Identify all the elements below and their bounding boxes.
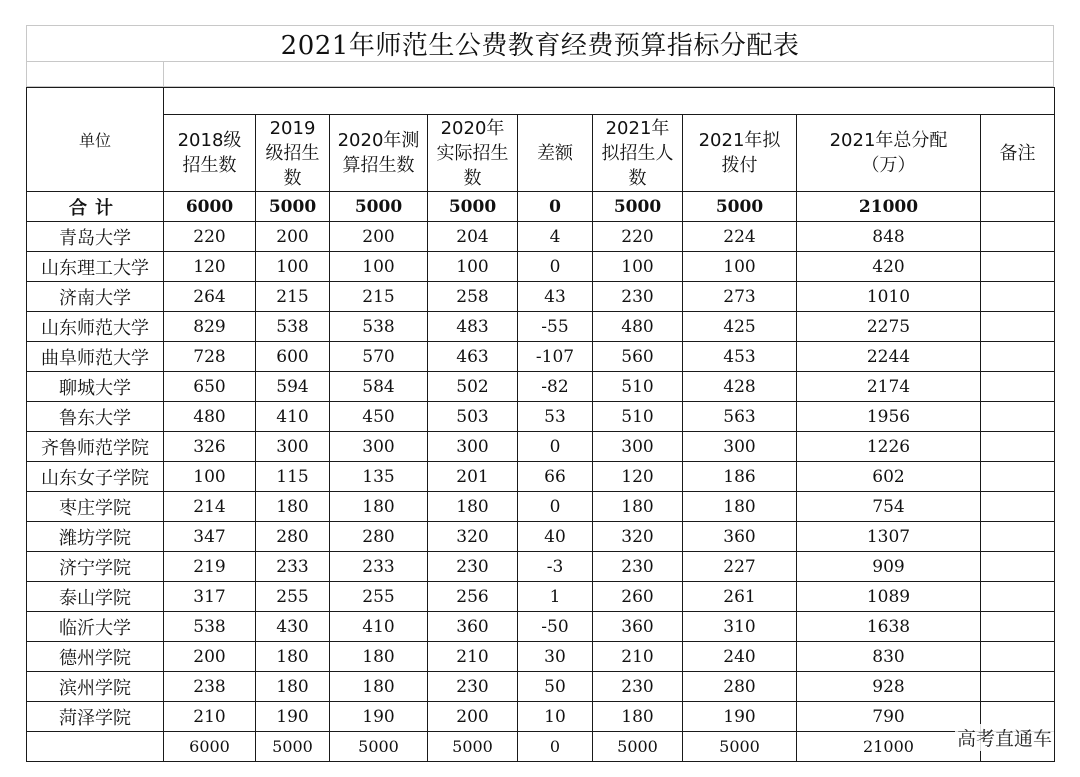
value-cell (981, 432, 1055, 462)
value-cell: 200 (428, 702, 518, 732)
value-cell: 100 (593, 252, 683, 282)
value-cell: 5000 (593, 192, 683, 222)
unit-name-cell: 山东师范大学 (27, 312, 164, 342)
value-cell: 180 (330, 642, 428, 672)
unit-name-cell: 滨州学院 (27, 672, 164, 702)
value-cell: 180 (256, 642, 330, 672)
unit-name-cell: 曲阜师范大学 (27, 342, 164, 372)
value-cell: 510 (593, 372, 683, 402)
value-cell: 260 (593, 582, 683, 612)
value-cell: 1226 (797, 432, 981, 462)
value-cell: 450 (330, 402, 428, 432)
value-cell: 570 (330, 342, 428, 372)
value-cell: 480 (593, 312, 683, 342)
value-cell (981, 342, 1055, 372)
table-row (27, 702, 1055, 732)
value-cell: 360 (428, 612, 518, 642)
value-cell: 233 (256, 552, 330, 582)
table-row (27, 342, 1055, 372)
value-cell (981, 282, 1055, 312)
value-cell: 0 (518, 732, 593, 762)
value-cell: 180 (330, 492, 428, 522)
value-cell: 5000 (683, 192, 797, 222)
value-cell: 120 (164, 252, 256, 282)
value-cell: 2174 (797, 372, 981, 402)
value-cell: 230 (593, 552, 683, 582)
value-cell: 230 (428, 552, 518, 582)
value-cell: 220 (593, 222, 683, 252)
value-cell: 538 (164, 612, 256, 642)
value-cell: 30 (518, 642, 593, 672)
value-cell: 300 (428, 432, 518, 462)
value-cell: -55 (518, 312, 593, 342)
value-cell (981, 252, 1055, 282)
value-cell: 10 (518, 702, 593, 732)
value-cell: 5000 (256, 732, 330, 762)
value-cell: 190 (683, 702, 797, 732)
value-cell: 21000 (797, 732, 981, 762)
value-cell: 280 (683, 672, 797, 702)
value-cell: 360 (683, 522, 797, 552)
value-cell: 227 (683, 552, 797, 582)
table-row (27, 372, 1055, 402)
value-cell: 420 (797, 252, 981, 282)
value-cell: 255 (256, 582, 330, 612)
header-2020-estimated: 2020年测 算招生数 (330, 115, 428, 192)
unit-name-cell: 泰山学院 (27, 582, 164, 612)
value-cell: 230 (428, 672, 518, 702)
value-cell: 425 (683, 312, 797, 342)
value-cell: 215 (256, 282, 330, 312)
value-cell: 480 (164, 402, 256, 432)
value-cell (981, 192, 1055, 222)
value-cell: 200 (330, 222, 428, 252)
header-spacer-row (27, 88, 1055, 115)
value-cell: 4 (518, 222, 593, 252)
value-cell: 790 (797, 702, 981, 732)
blank-row (26, 61, 1054, 87)
unit-name-cell: 济南大学 (27, 282, 164, 312)
value-cell: 230 (593, 672, 683, 702)
value-cell: 0 (518, 492, 593, 522)
header-2021-planned: 2021年 拟招生人 数 (593, 115, 683, 192)
value-cell: 5000 (683, 732, 797, 762)
value-cell: 300 (593, 432, 683, 462)
value-cell: 5000 (593, 732, 683, 762)
header-spacer (164, 88, 1055, 115)
value-cell: 180 (256, 492, 330, 522)
value-cell (981, 492, 1055, 522)
table-row (27, 492, 1055, 522)
value-cell: 560 (593, 342, 683, 372)
value-cell: 5000 (330, 732, 428, 762)
header-2020-actual: 2020年 实际招生 数 (428, 115, 518, 192)
value-cell: 483 (428, 312, 518, 342)
unit-name-cell (27, 732, 164, 762)
value-cell: 280 (330, 522, 428, 552)
header-2018-enrollment: 2018级 招生数 (164, 115, 256, 192)
value-cell: 600 (256, 342, 330, 372)
value-cell: 43 (518, 282, 593, 312)
footer-row (27, 732, 1055, 762)
table-row (27, 582, 1055, 612)
value-cell: 410 (256, 402, 330, 432)
value-cell: 453 (683, 342, 797, 372)
value-cell: 320 (593, 522, 683, 552)
unit-name-cell: 临沂大学 (27, 612, 164, 642)
value-cell: 66 (518, 462, 593, 492)
blank-row-divider (163, 62, 164, 86)
value-cell: 650 (164, 372, 256, 402)
watermark-text: 高考直通车 (955, 724, 1054, 751)
unit-name-cell: 德州学院 (27, 642, 164, 672)
unit-name-cell: 潍坊学院 (27, 522, 164, 552)
value-cell: 219 (164, 552, 256, 582)
table-row (27, 252, 1055, 282)
value-cell: 510 (593, 402, 683, 432)
header-unit: 单位 (27, 88, 164, 192)
value-cell: 430 (256, 612, 330, 642)
value-cell: -50 (518, 612, 593, 642)
header-difference: 差额 (518, 115, 593, 192)
value-cell (981, 522, 1055, 552)
table-row (27, 402, 1055, 432)
value-cell: 1638 (797, 612, 981, 642)
table-row (27, 432, 1055, 462)
unit-name-cell: 聊城大学 (27, 372, 164, 402)
value-cell: 200 (256, 222, 330, 252)
value-cell (981, 312, 1055, 342)
table-row (27, 312, 1055, 342)
value-cell: 1010 (797, 282, 981, 312)
value-cell: 502 (428, 372, 518, 402)
table-row (27, 642, 1055, 672)
value-cell: 233 (330, 552, 428, 582)
value-cell: 224 (683, 222, 797, 252)
value-cell: 53 (518, 402, 593, 432)
header-remark: 备注 (981, 115, 1055, 192)
value-cell: 310 (683, 612, 797, 642)
value-cell: 5000 (256, 192, 330, 222)
value-cell: 300 (330, 432, 428, 462)
value-cell: 220 (164, 222, 256, 252)
value-cell (981, 612, 1055, 642)
value-cell: -107 (518, 342, 593, 372)
value-cell: 204 (428, 222, 518, 252)
header-row (27, 115, 1055, 192)
value-cell: 317 (164, 582, 256, 612)
value-cell: 190 (256, 702, 330, 732)
header-2019-enrollment: 2019 级招生 数 (256, 115, 330, 192)
value-cell: 135 (330, 462, 428, 492)
value-cell: 300 (256, 432, 330, 462)
value-cell: 40 (518, 522, 593, 552)
value-cell: 909 (797, 552, 981, 582)
unit-name-cell: 齐鲁师范学院 (27, 432, 164, 462)
value-cell: 258 (428, 282, 518, 312)
value-cell (981, 462, 1055, 492)
value-cell: 5000 (428, 732, 518, 762)
value-cell: 829 (164, 312, 256, 342)
value-cell: 180 (593, 702, 683, 732)
value-cell (981, 552, 1055, 582)
value-cell: 1 (518, 582, 593, 612)
value-cell: 602 (797, 462, 981, 492)
value-cell: 100 (164, 462, 256, 492)
value-cell: 180 (593, 492, 683, 522)
value-cell: 594 (256, 372, 330, 402)
unit-name-cell: 青岛大学 (27, 222, 164, 252)
table-row (27, 282, 1055, 312)
unit-name-cell: 菏泽学院 (27, 702, 164, 732)
value-cell: 584 (330, 372, 428, 402)
value-cell: 848 (797, 222, 981, 252)
value-cell: 238 (164, 672, 256, 702)
value-cell: 360 (593, 612, 683, 642)
value-cell: 754 (797, 492, 981, 522)
header-2021-funding: 2021年拟 拨付 (683, 115, 797, 192)
table-row (27, 462, 1055, 492)
value-cell: 538 (330, 312, 428, 342)
unit-name-cell: 合计 (27, 192, 164, 222)
value-cell: 210 (593, 642, 683, 672)
unit-name-cell: 济宁学院 (27, 552, 164, 582)
value-cell: 5000 (330, 192, 428, 222)
value-cell: 347 (164, 522, 256, 552)
value-cell: 503 (428, 402, 518, 432)
value-cell: 1089 (797, 582, 981, 612)
value-cell: 728 (164, 342, 256, 372)
value-cell: -3 (518, 552, 593, 582)
value-cell: 120 (593, 462, 683, 492)
value-cell: 201 (428, 462, 518, 492)
value-cell: 280 (256, 522, 330, 552)
unit-name-cell: 山东理工大学 (27, 252, 164, 282)
value-cell: 0 (518, 192, 593, 222)
value-cell: 200 (164, 642, 256, 672)
table-row (27, 612, 1055, 642)
value-cell: 1956 (797, 402, 981, 432)
value-cell: 256 (428, 582, 518, 612)
value-cell: 214 (164, 492, 256, 522)
value-cell: 0 (518, 432, 593, 462)
value-cell (981, 642, 1055, 672)
value-cell: 563 (683, 402, 797, 432)
value-cell: 180 (683, 492, 797, 522)
value-cell: -82 (518, 372, 593, 402)
value-cell: 210 (428, 642, 518, 672)
value-cell (981, 372, 1055, 402)
value-cell: 6000 (164, 192, 256, 222)
value-cell: 326 (164, 432, 256, 462)
value-cell: 428 (683, 372, 797, 402)
allocation-table (26, 87, 1055, 762)
value-cell (981, 402, 1055, 432)
value-cell: 273 (683, 282, 797, 312)
table-title: 2021年师范生公费教育经费预算指标分配表 (26, 25, 1054, 61)
value-cell: 100 (428, 252, 518, 282)
table-row (27, 552, 1055, 582)
value-cell: 100 (683, 252, 797, 282)
value-cell: 261 (683, 582, 797, 612)
value-cell: 5000 (428, 192, 518, 222)
table-row (27, 222, 1055, 252)
value-cell: 100 (330, 252, 428, 282)
value-cell: 21000 (797, 192, 981, 222)
header-2021-total-allocation: 2021年总分配 （万） (797, 115, 981, 192)
value-cell: 1307 (797, 522, 981, 552)
value-cell: 100 (256, 252, 330, 282)
value-cell: 264 (164, 282, 256, 312)
unit-name-cell: 鲁东大学 (27, 402, 164, 432)
value-cell: 190 (330, 702, 428, 732)
value-cell: 2275 (797, 312, 981, 342)
value-cell: 215 (330, 282, 428, 312)
value-cell: 210 (164, 702, 256, 732)
total-row (27, 192, 1055, 222)
value-cell: 928 (797, 672, 981, 702)
value-cell: 6000 (164, 732, 256, 762)
unit-name-cell: 枣庄学院 (27, 492, 164, 522)
value-cell: 115 (256, 462, 330, 492)
value-cell (981, 582, 1055, 612)
table-row (27, 522, 1055, 552)
value-cell: 300 (683, 432, 797, 462)
table-row (27, 672, 1055, 702)
value-cell: 255 (330, 582, 428, 612)
value-cell: 0 (518, 252, 593, 282)
value-cell: 180 (330, 672, 428, 702)
value-cell: 463 (428, 342, 518, 372)
value-cell: 2244 (797, 342, 981, 372)
value-cell (981, 222, 1055, 252)
value-cell: 50 (518, 672, 593, 702)
unit-name-cell: 山东女子学院 (27, 462, 164, 492)
value-cell: 180 (428, 492, 518, 522)
value-cell: 538 (256, 312, 330, 342)
value-cell: 230 (593, 282, 683, 312)
value-cell: 830 (797, 642, 981, 672)
value-cell: 320 (428, 522, 518, 552)
value-cell (981, 672, 1055, 702)
value-cell: 186 (683, 462, 797, 492)
value-cell: 410 (330, 612, 428, 642)
value-cell: 180 (256, 672, 330, 702)
value-cell: 240 (683, 642, 797, 672)
